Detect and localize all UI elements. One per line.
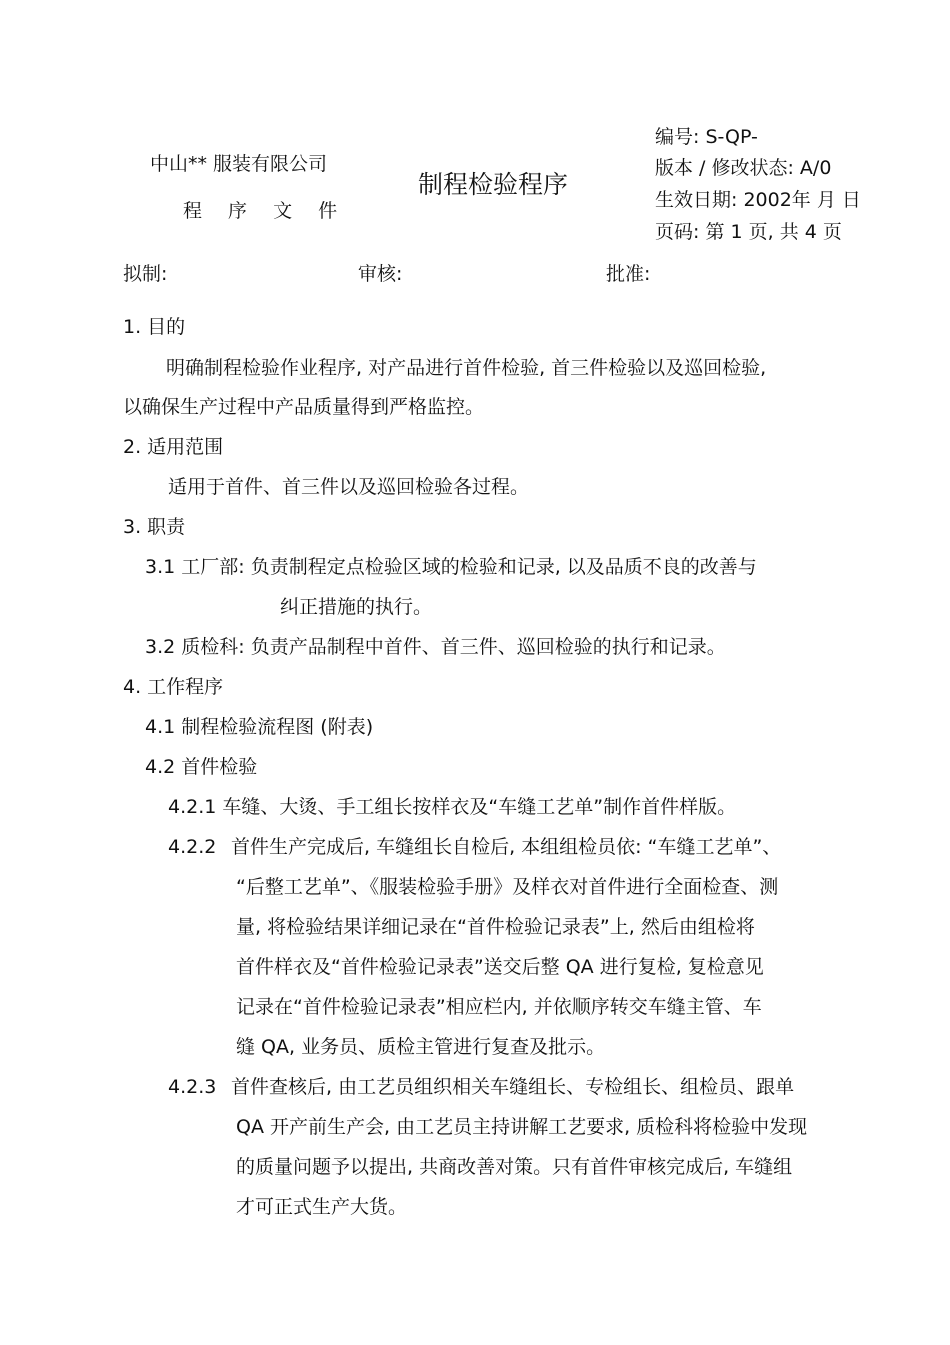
section-1-heading: 1. 目的 bbox=[123, 316, 186, 338]
paragraph-4-2-3-number: 4.2.3 bbox=[168, 1076, 217, 1098]
section-1-line-1: 明确制程检验作业程序, 对产品进行首件检验, 首三件检验以及巡回检验, bbox=[166, 357, 767, 379]
paragraph-4-2-2-line: “后整工艺单”、《服装检验手册》及样衣对首件进行全面检查、测 bbox=[236, 876, 779, 898]
section-3-1-line-1: 3.1 工厂部: 负责制程定点检验区域的检验和记录, 以及品质不良的改善与 bbox=[145, 556, 757, 578]
paragraph-4-2-2-number: 4.2.2 bbox=[168, 836, 217, 858]
doc-number: 编号: S-QP- bbox=[655, 126, 758, 148]
doc-type: 程 序 文 件 bbox=[183, 200, 348, 222]
section-4-2: 4.2 首件检验 bbox=[145, 756, 258, 778]
review-label: 审核: bbox=[358, 263, 403, 285]
paragraph-4-2-2-line: 首件样衣及“首件检验记录表”送交后整 QA 进行复检, 复检意见 bbox=[236, 956, 764, 978]
paragraph-4-2-3-line: 的质量问题予以提出, 共商改善对策。只有首件审核完成后, 车缝组 bbox=[236, 1156, 793, 1178]
paragraph-4-2-2-line: 量, 将检验结果详细记录在“首件检验记录表”上, 然后由组检将 bbox=[236, 916, 755, 938]
paragraph-4-2-3-line: 才可正式生产大货。 bbox=[236, 1196, 408, 1218]
paragraph-4-2-3-line: 首件查核后, 由工艺员组织相关车缝组长、专检组长、组检员、跟单 bbox=[231, 1076, 795, 1098]
page-number: 页码: 第 1 页, 共 4 页 bbox=[655, 221, 842, 243]
paragraph-4-2-1: 4.2.1 车缝、大烫、手工组长按样衣及“车缝工艺单”制作首件样版。 bbox=[168, 796, 737, 818]
section-2-line-1: 适用于首件、首三件以及巡回检验各过程。 bbox=[168, 476, 530, 498]
draft-label: 拟制: bbox=[123, 263, 168, 285]
section-4-1: 4.1 制程检验流程图 (附表) bbox=[145, 716, 374, 738]
paragraph-4-2-2-line: 记录在“首件检验记录表”相应栏内, 并依顺序转交车缝主管、车 bbox=[236, 996, 762, 1018]
section-3-2: 3.2 质检科: 负责产品制程中首件、首三件、巡回检验的执行和记录。 bbox=[145, 636, 726, 658]
section-4-heading: 4. 工作程序 bbox=[123, 676, 224, 698]
approve-label: 批准: bbox=[606, 263, 651, 285]
section-1-line-2: 以确保生产过程中产品质量得到严格监控。 bbox=[123, 396, 485, 418]
effective-date: 生效日期: 2002年 月 日 bbox=[655, 189, 861, 211]
section-2-heading: 2. 适用范围 bbox=[123, 436, 224, 458]
page-title: 制程检验程序 bbox=[418, 170, 569, 199]
section-3-heading: 3. 职责 bbox=[123, 516, 186, 538]
paragraph-4-2-3-line: QA 开产前生产会, 由工艺员主持讲解工艺要求, 质检科将检验中发现 bbox=[236, 1116, 808, 1138]
company-name: 中山** 服装有限公司 bbox=[150, 153, 328, 175]
paragraph-4-2-2-line: 首件生产完成后, 车缝组长自检后, 本组组检员依: “车缝工艺单”、 bbox=[231, 836, 782, 858]
section-3-1-line-2: 纠正措施的执行。 bbox=[280, 596, 433, 618]
paragraph-4-2-2-line: 缝 QA, 业务员、质检主管进行复查及批示。 bbox=[236, 1036, 606, 1058]
doc-version: 版本 / 修改状态: A/0 bbox=[655, 157, 832, 179]
